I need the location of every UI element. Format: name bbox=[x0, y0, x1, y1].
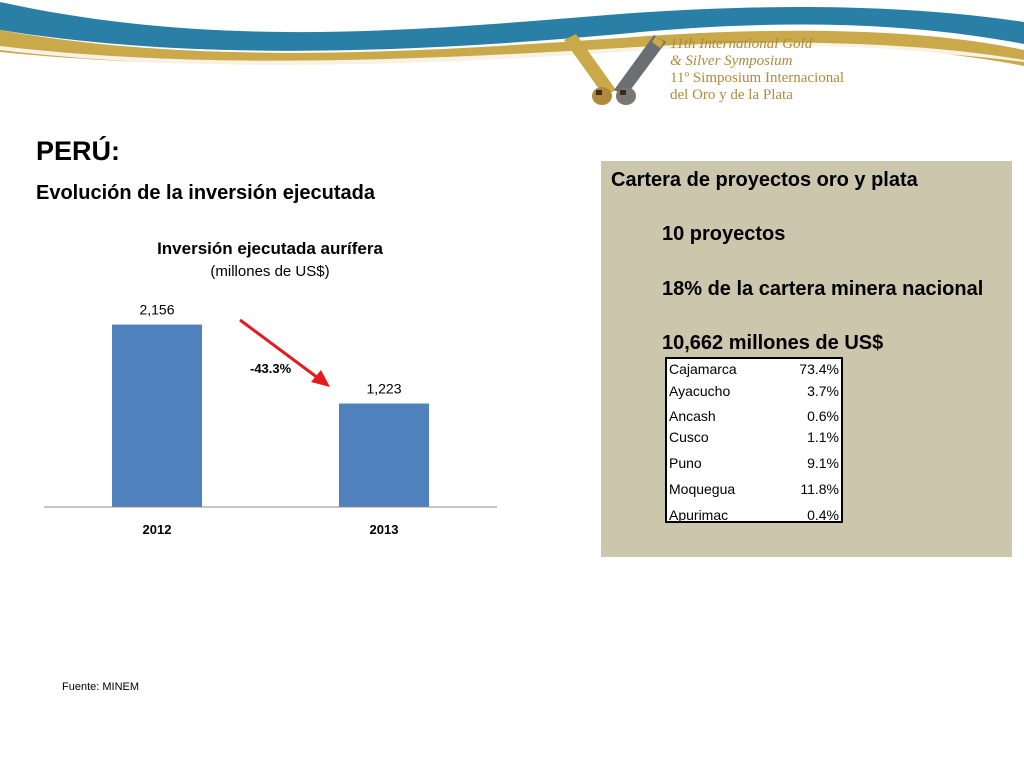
panel-portfolio-share: 18% de la cartera minera nacional bbox=[662, 278, 984, 300]
logo-line-english-2: & Silver Symposium bbox=[670, 53, 793, 69]
table-row bbox=[669, 507, 839, 527]
region-share: 1.1% bbox=[807, 429, 839, 445]
region-share: 0.6% bbox=[807, 408, 839, 424]
project-portfolio-panel bbox=[601, 161, 1012, 557]
change-arrow bbox=[240, 320, 330, 387]
logo-line-spanish-1: 11º Simposium Internacional bbox=[670, 70, 845, 86]
region-name: Ancash bbox=[669, 408, 716, 424]
x-tick-label: 2012 bbox=[142, 522, 172, 537]
bar-value-label: 2,156 bbox=[139, 301, 175, 318]
region-name: Ayacucho bbox=[669, 383, 731, 399]
bar-2013 bbox=[339, 404, 429, 507]
logo-line-english-1: 11th International Gold bbox=[670, 36, 813, 52]
change-annotation: -43.3% bbox=[250, 361, 292, 376]
panel-project-count: 10 proyectos bbox=[662, 223, 786, 245]
bar-2012 bbox=[112, 325, 202, 507]
change-arrow-head bbox=[311, 370, 330, 387]
chart-subtitle: (millones de US$) bbox=[210, 263, 330, 280]
region-name: Moquegua bbox=[669, 481, 736, 497]
region-share: 73.4% bbox=[799, 361, 839, 377]
table-row bbox=[669, 361, 839, 381]
region-share: 9.1% bbox=[807, 455, 839, 471]
table-row bbox=[669, 408, 839, 428]
region-share: 3.7% bbox=[807, 383, 839, 399]
region-name: Puno bbox=[669, 455, 702, 471]
region-name: Cusco bbox=[669, 429, 709, 445]
x-tick-label: 2013 bbox=[369, 522, 399, 537]
logo-text bbox=[670, 36, 844, 104]
source-note: Fuente: MINEM bbox=[62, 681, 140, 693]
region-name: Cajamarca bbox=[669, 361, 737, 377]
table-row bbox=[669, 429, 839, 449]
panel-title: Cartera de proyectos oro y plata bbox=[611, 169, 918, 191]
header-swoosh-decoration bbox=[0, 0, 1024, 80]
chart-title: Inversión ejecutada aurífera bbox=[157, 239, 383, 258]
panel-total-investment: 10,662 millones de US$ bbox=[662, 332, 884, 354]
table-row bbox=[669, 481, 839, 501]
crossed-bars-logo-icon bbox=[560, 32, 670, 110]
page-subtitle: Evolución de la inversión ejecutada bbox=[36, 182, 375, 204]
region-share: 0.4% bbox=[807, 507, 839, 523]
investment-bar-chart bbox=[40, 230, 510, 550]
region-share-table bbox=[665, 357, 843, 523]
region-share: 11.8% bbox=[800, 481, 839, 497]
page-title: PERÚ: bbox=[36, 136, 121, 166]
symposium-logo bbox=[560, 32, 860, 112]
bar-value-label: 1,223 bbox=[366, 380, 402, 397]
logo-line-spanish-2: del Oro y de la Plata bbox=[670, 87, 793, 103]
table-row bbox=[669, 455, 839, 475]
region-name: Apurimac bbox=[669, 507, 729, 523]
table-row bbox=[669, 383, 839, 403]
